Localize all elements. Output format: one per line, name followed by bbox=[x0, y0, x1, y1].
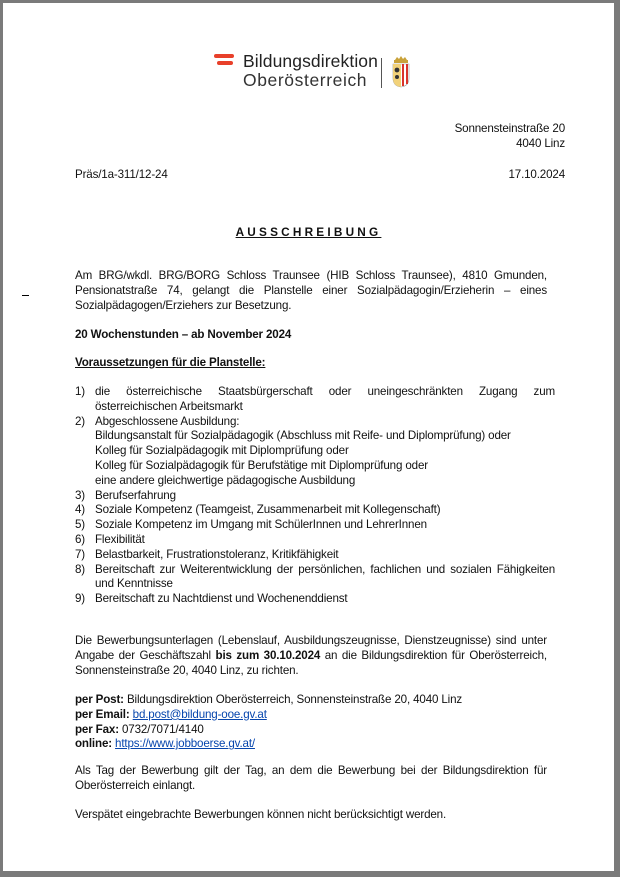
closing-paragraph-1: Als Tag der Bewerbung gilt der Tag, an dem die Bewerbung bei der Bildungsdirektion für Oberösterreich einlangt. bbox=[75, 764, 547, 792]
address-street: Sonnensteinstraße 20 bbox=[454, 122, 565, 135]
document-page bbox=[3, 3, 614, 871]
margin-marker bbox=[22, 295, 29, 296]
application-paragraph: Die Bewerbungsunterlagen (Lebenslauf, Ausbildungszeugnisse, Dienstzeugnisse) sind unter Angabe der Geschäftszahl bis zum 30.10.2024 an die Bildungsdirektion für Oberösterreich, Sonnensteinstraße 20, 4040 Linz, zu richten. bbox=[75, 634, 547, 677]
contact-online: online: https://www.jobboerse.gv.at/ bbox=[75, 737, 255, 751]
closing-paragraph-2: Verspätet eingebrachte Bewerbungen können nicht berücksichtigt werden. bbox=[75, 808, 447, 821]
address-city: 4040 Linz bbox=[516, 136, 565, 150]
contact-post: per Post: Bildungsdirektion Oberösterreich, Sonnensteinstraße 20, 4040 Linz bbox=[75, 693, 463, 706]
page-title: AUSSCHREIBUNG bbox=[235, 225, 382, 239]
sender-address bbox=[303, 122, 565, 152]
list-item: 3) Berufserfahrung bbox=[75, 488, 176, 502]
jobboerse-link[interactable]: https://www.jobboerse.gv.at/ bbox=[115, 737, 255, 751]
contact-email: per Email: bd.post@bildung-ooe.gv.at bbox=[75, 707, 267, 721]
austria-flag-icon bbox=[214, 54, 234, 65]
requirements-heading: Voraussetzungen für die Planstelle: bbox=[75, 356, 266, 369]
email-link[interactable]: bd.post@bildung-ooe.gv.at bbox=[132, 707, 267, 721]
logo-divider bbox=[381, 58, 382, 88]
reference-number: Präs/1a-311/12-24 bbox=[75, 168, 168, 181]
org-name-line2: Oberösterreich bbox=[243, 70, 368, 90]
document-date: 17.10.2024 bbox=[508, 168, 565, 181]
list-item: 1) die österreichische Staatsbürgerschaft oder uneingeschränkten Zugang zum österreichischen Arbeitsmarkt bbox=[75, 385, 555, 413]
list-item: 9) Bereitschaft zu Nachtdienst und Wochenenddienst bbox=[75, 592, 348, 606]
list-item: 8) Bereitschaft zur Weiterentwicklung der persönlichen, fachlichen und sozialen Fähigkeiten und Kenntnisse bbox=[75, 562, 555, 591]
list-item: 2) Abgeschlossene Ausbildung: Bildungsanstalt für Sozialpädagogik (Abschluss mit Reife- und Diplomprüfung) oder Kolleg für Sozialpädagogik mit Diplomprüfung oder Kolleg für Sozialpädagogik für Berufstätige mit Diplomprüfung oder eine andere gleichwertige pädagogische Ausbildung bbox=[75, 414, 511, 487]
list-item: 7) Belastbarkeit, Frustrationstoleranz, Kritikfähigkeit bbox=[75, 547, 339, 561]
list-item: 5) Soziale Kompetenz im Umgang mit SchülerInnen und LehrerInnen bbox=[75, 518, 427, 532]
hours-line: 20 Wochenstunden – ab November 2024 bbox=[75, 328, 292, 341]
contact-fax: per Fax: 0732/7071/4140 bbox=[75, 722, 204, 736]
requirements-list bbox=[75, 385, 555, 607]
intro-paragraph: Am BRG/wkdl. BRG/BORG Schloss Traunsee (HIB Schloss Traunsee), 4810 Gmunden, Pensionatstraße 74, gelangt die Planstelle einer Sozialpädagogin/Erzieherin – eines Sozialpädagogen/Erziehers zur Besetzung. bbox=[75, 269, 547, 312]
org-name-line1: Bildungsdirektion bbox=[243, 51, 378, 71]
list-item: 6) Flexibilität bbox=[75, 532, 145, 546]
deadline: bis zum 30.10.2024 bbox=[215, 648, 321, 662]
list-item: 4) Soziale Kompetenz (Teamgeist, Zusammenarbeit mit Kollegenschaft) bbox=[75, 503, 441, 517]
upper-austria-crest-icon bbox=[391, 56, 411, 88]
contact-block bbox=[75, 693, 555, 752]
